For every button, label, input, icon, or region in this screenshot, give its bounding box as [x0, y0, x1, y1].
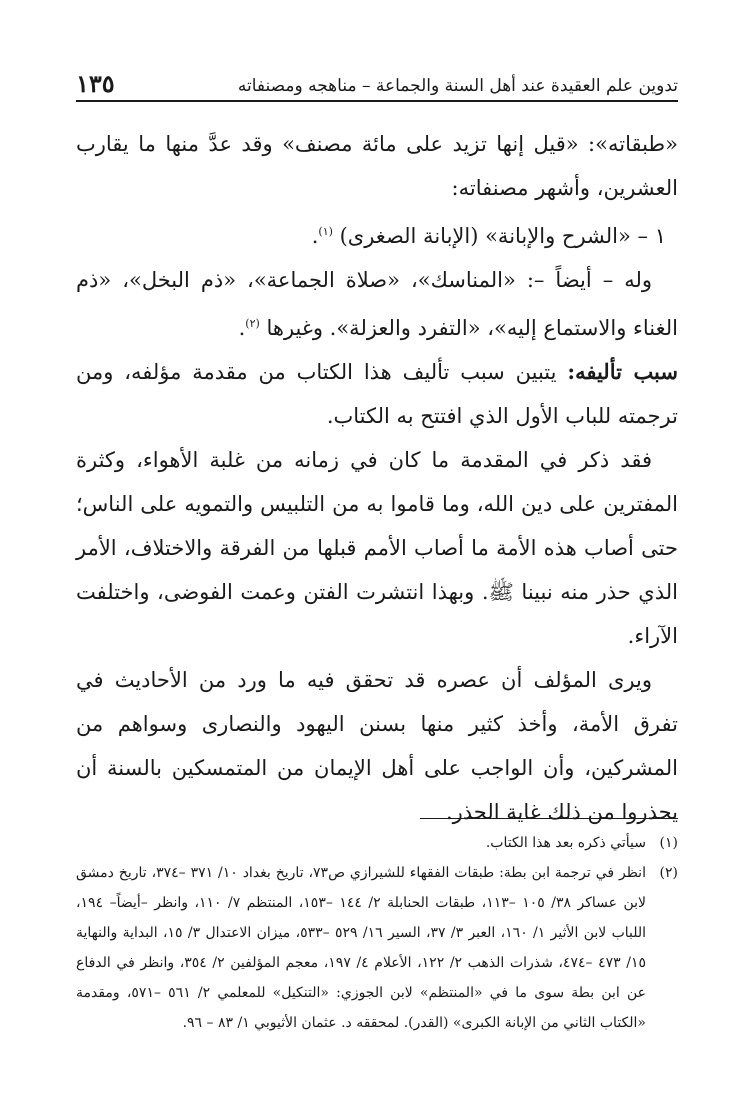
paragraph-reason — [76, 350, 678, 438]
footnotes — [76, 828, 678, 1038]
work-title-end: . — [311, 224, 319, 248]
header-rule — [76, 100, 678, 102]
work-title: ١ – «الشرح والإبانة» (الإبانة الصغرى) — [339, 224, 666, 248]
footnote-text: انظر في ترجمة ابن بطة: طبقات الفقهاء للشيرازي ص٧٣، تاريخ بغداد ١٠/ ٣٧١ –٣٧٤، تاريخ دمشق لابن عساكر ٣٨/ ١٠٥ –١١٣، طبقات الحنابلة ٢/ ١٤٤ –١٥٣، المنتظم ٧/ ١١٠، وانظر –أيضاً– ١٩٤، اللباب لابن الأثير ١/ ١٦٠، العبر ٣/ ٣٧، السير ١٦/ ٥٢٩ –٥٣٣، ميزان الاعتدال ٣/ ١٥، البداية والنهاية ١٥/ ٤٧٣ –٤٧٤، شذرات الذهب ٢/ ١٢٢، الأعلام ٤/ ١٩٧، معجم المؤلفين ٢/ ٣٥٤، وانظر في الدفاع عن ابن بطة سوى ما في «المنتظم» لابن الجوزي: «التنكيل» للمعلمي ٢/ ٥٦١ –٥٧١، ومقدمة «الكتاب الثاني من الإبانة الكبرى» (القدر). لمحققه د. عثمان الأثيوبي ١/ ٨٣ – ٩٦. — [76, 865, 647, 1031]
other-works-text: وله – أيضاً –: «المناسك»، «صلاة الجماعة»، «ذم البخل»، «ذم الغناء والاستماع إليه»، «التفرد والعزلة». وغيرها — [76, 268, 678, 340]
main-text — [76, 122, 678, 834]
footnote-ref-1[interactable]: (١) — [318, 225, 333, 238]
paragraph-author-view: ويرى المؤلف أن عصره قد تحقق فيه ما ورد من الأحاديث في تفرق الأمة، وأخذ كثير منها بسنن اليهود والنصارى وسواهم من المشركين، وأن الواجب على أهل الإيمان من المتمسكين بالسنة أن يحذروا من ذلك غاية الحذر. — [76, 668, 678, 824]
section-heading-reason: سبب تأليفه: — [567, 359, 678, 384]
paragraph-introduction: فقد ذكر في المقدمة ما كان في زمانه من غلبة الأهواء، وكثرة المفترين على دين الله، وما قاموا به من التلبيس والتمويه على الناس؛ حتى أصاب هذه الأمة ما أصاب الأمم قبلها من الفرقة والاختلاف، الأمر الذي حذر منه نبينا ﷺ. وبهذا انتشرت الفتن وعمت الفوضى، واختلفت الآراء. — [76, 448, 678, 648]
page-header — [76, 58, 678, 98]
list-item-work-1 — [76, 210, 678, 258]
footnote-number: (١) — [659, 835, 678, 851]
footnote-1 — [76, 828, 678, 858]
paragraph-works-count: «طبقاته»: «قيل إنها تزيد على مائة مصنف» وقد عدَّ منها ما يقارب العشرين، وأشهر مصنفاته: — [76, 132, 678, 200]
paragraph-other-works — [76, 258, 678, 350]
footnote-ref-2[interactable]: (٢) — [245, 317, 260, 330]
footnote-text: سيأتي ذكره بعد هذا الكتاب. — [485, 835, 646, 851]
running-title: تدوين علم العقيدة عند أهل السنة والجماعة – مناهجه ومصنفاته — [237, 76, 678, 96]
footnote-2 — [76, 858, 678, 1038]
footnote-rule — [420, 818, 678, 819]
footnote-number: (٢) — [659, 865, 678, 881]
reason-text: يتبين سبب تأليف هذا الكتاب من مقدمة مؤلفه، ومن ترجمته للباب الأول الذي افتتح به الكتاب. — [76, 360, 678, 428]
other-works-end: . — [238, 316, 246, 340]
page-number: ١٣٥ — [76, 69, 115, 98]
